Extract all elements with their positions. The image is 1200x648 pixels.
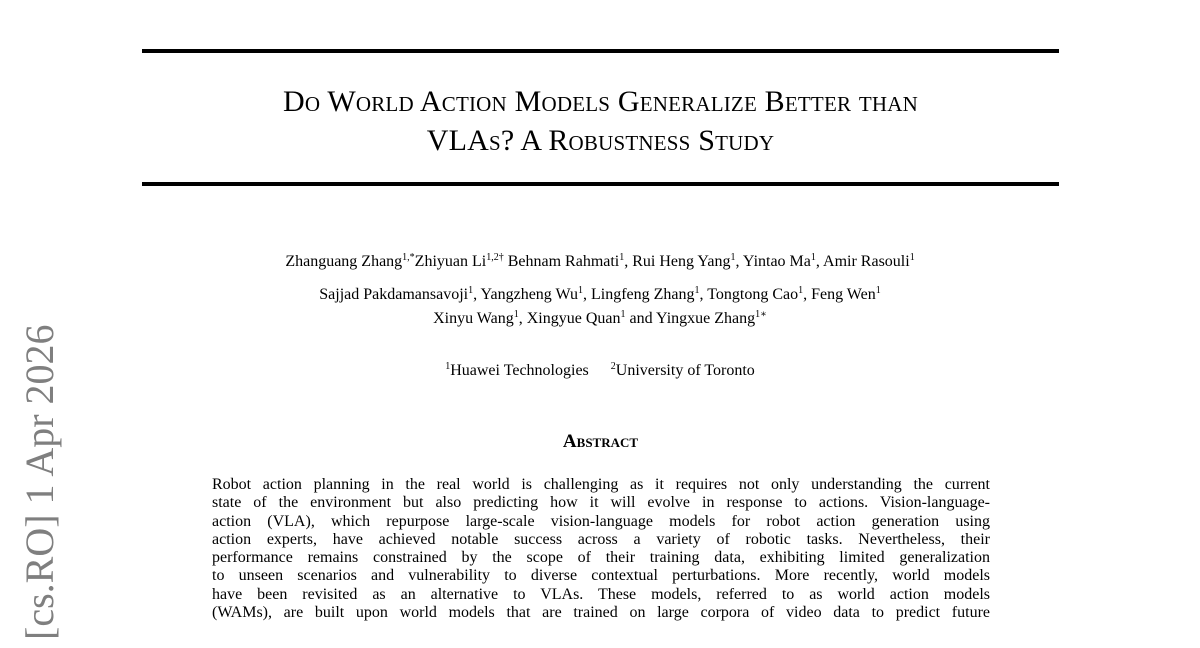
author-name: Xinyu Wang	[433, 310, 514, 327]
author-name: Amir Rasouli	[823, 253, 910, 270]
author-affiliation-mark: 1	[619, 252, 625, 263]
abstract-line: (WAMs), are built upon world models that are trained on large corpora of video data to predict future	[212, 604, 990, 622]
affiliation-mark: 2	[610, 361, 616, 372]
abstract-line: have been revisited as an alternative to VLAs. These models, referred to as world action models	[212, 585, 990, 603]
author-name: Yingxue Zhang	[656, 310, 756, 327]
abstract-heading: Abstract	[562, 431, 639, 452]
author-name: Feng Wen	[811, 286, 876, 303]
author-note-mark: *	[409, 252, 415, 263]
abstract-line: to unseen scenarios and vulnerability to diverse contextual perturbations. More recently, world models	[212, 567, 990, 585]
author-line-3: Xinyu Wang$^1$, Xingyue Quan$^1$ and Yingxue Zhang$^{1∗}$	[433, 309, 767, 327]
author-affiliation-mark: 1	[694, 285, 700, 296]
author-affiliation-mark: 1	[810, 252, 816, 263]
author-name: Lingfeng Zhang	[590, 286, 695, 303]
affiliations	[150, 363, 1050, 379]
title-rule-bottom	[142, 182, 1059, 186]
abstract-line: action (VLA), which repurpose large-scale vision-language models for robot action generation using	[212, 512, 990, 530]
author-line-1: Zhanguang Zhang$^{1,*}$Zhiyuan $Li^{1,2\dagger}$ Behnam Rahmati$^1$, Rui Heng Yang$^1$, Yintao Ma$^1$, Amir Rasouli$^1$	[285, 252, 915, 270]
author-affiliation-mark: 1	[909, 252, 915, 263]
author-name: Rui Heng Yang	[632, 253, 731, 270]
author-affiliation-mark: 1,2	[486, 252, 499, 263]
author-affiliation-mark: 1,	[402, 252, 410, 263]
abstract-line: Robot action planning in the real world is challenging as it requires not only understanding the current	[212, 476, 990, 493]
author-name: Yintao Ma	[742, 253, 811, 270]
author-line-2: Sajjad Pakdamansavoji$^1$, Yangzheng Wu$^1$, Lingfeng Zhang$^1$, Tongtong Cao$^1$, Feng Wen$^1$	[319, 285, 881, 303]
affiliation-name: Huawei Technologies	[450, 362, 589, 379]
author-affiliation-mark: 1∗	[755, 309, 767, 320]
author-name: Yangzheng Wu	[480, 286, 578, 303]
paper-title-line-2: VLAs? A Robustness Study	[426, 124, 775, 157]
arxiv-sidebar-stamp: [cs.RO] 1 Apr 2026	[17, 324, 62, 640]
title-rule-top	[142, 49, 1059, 53]
paper-title-line-1: Do World Action Models Generalize Better than	[282, 85, 919, 118]
abstract-body	[212, 476, 990, 622]
author-affiliation-mark: 1	[730, 252, 736, 263]
author-name: Behnam Rahmati	[507, 253, 620, 270]
author-affiliation-mark: 1	[798, 285, 804, 296]
author-note-mark: †	[498, 252, 504, 263]
author-conjunction: and	[629, 310, 653, 327]
author-affiliation-mark: 1	[875, 285, 881, 296]
author-name: Tongtong Cao	[707, 286, 799, 303]
author-affiliation-mark: 1	[513, 309, 519, 320]
abstract-line: performance remains constrained by the scope of their training data, exhibiting limited generalization	[212, 549, 990, 567]
author-name: Xingyue Quan	[526, 310, 621, 327]
author-name: Zhiyuan Li	[414, 253, 487, 270]
author-name: Zhanguang Zhang	[285, 253, 403, 270]
affiliation-mark: 1	[445, 361, 451, 372]
author-affiliation-mark: 1	[577, 285, 583, 296]
abstract-line: state of the environment but also predicting how it will evolve in response to actions. Vision-language-	[212, 494, 990, 512]
author-name: Sajjad Pakdamansavoji	[319, 286, 469, 303]
author-affiliation-mark: 1	[620, 309, 626, 320]
affiliation-name: University of Toronto	[615, 362, 755, 379]
abstract-line: action experts, have achieved notable success across a variety of robotic tasks. Nevertheless, their	[212, 530, 990, 548]
author-affiliation-mark: 1	[468, 285, 474, 296]
